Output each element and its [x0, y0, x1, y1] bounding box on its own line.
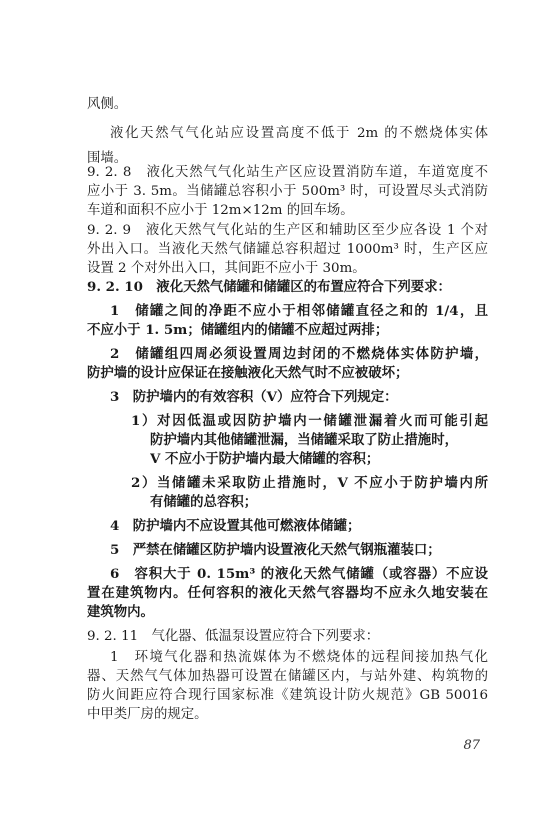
item-1-gasifier: 1 环境气化器和热流媒体为不燃烧体的远程间接加热气化 [110, 650, 488, 665]
item-4: 4 防护墙内不应设置其他可燃液体储罐； [110, 518, 361, 534]
clause-9-2-9: 9. 2. 9 液化天然气气化站的生产区和辅助区至少应各设 1 个对 [87, 223, 488, 238]
item-2: 2 储罐组四周必须设置周边封闭的不燃烧体实体防护墙， [110, 346, 488, 362]
text-line: 建筑物内。 [87, 604, 154, 620]
subitem-1: 1）对因低温或因防护墙内一储罐泄漏着火而可能引起 [131, 413, 488, 429]
clause-9-2-10: 9. 2. 10 液化天然气储罐和储罐区的布置应符合下列要求： [87, 279, 451, 295]
text-line: 器、天然气气体加热器可设置在储罐区内，与站外建、构筑物的 [87, 669, 488, 684]
page-number: 87 [463, 738, 480, 753]
text-line: 围墙。 [87, 151, 128, 166]
text-line: 液化天然气气化站应设置高度不低于 2m 的不燃烧体实体 [110, 126, 488, 141]
text-line: 车道和面积不应小于 12m×12m 的回车场。 [87, 203, 354, 218]
text-line: 中甲类厂房的规定。 [87, 707, 208, 722]
text-line: 有储罐的总容积； [150, 494, 258, 510]
text-line: V 不应小于防护墙内最大储罐的容积； [150, 451, 380, 467]
text-line: 防护墙内其他储罐泄漏，当储罐采取了防止措施时， [150, 432, 458, 448]
text-line: 防火间距应符合现行国家标准《建筑设计防火规范》GB 50016 [87, 688, 488, 703]
item-6: 6 容积大于 0. 15m³ 的液化天然气储罐（或容器）不应设 [110, 566, 488, 582]
text-line: 不应小于 1. 5m；储罐组内的储罐不应超过两排； [87, 322, 389, 338]
item-5: 5 严禁在储罐区防护墙内设置液化天然气钢瓶灌装口； [110, 542, 441, 558]
clause-9-2-11: 9. 2. 11 气化器、低温泵设置应符合下列要求： [87, 629, 380, 644]
text-line: 置在建筑物内。任何容积的液化天然气容器均不应永久地安装在 [87, 585, 488, 601]
text-line: 防护墙的设计应保证在接触液化天然气时不应被破坏； [87, 365, 409, 381]
subitem-2: 2）当储罐未采取防止措施时，V 不应小于防护墙内所 [131, 475, 488, 491]
text-line: 外出入口。当液化天然气储罐总容积超过 1000m³ 时，生产区应 [87, 242, 488, 257]
text-line: 设置 2 个对外出入口，其间距不应小于 30m。 [87, 261, 366, 276]
text-line: 风侧。 [87, 97, 128, 112]
clause-9-2-8: 9. 2. 8 液化天然气气化站生产区应设置消防车道，车道宽度不 [87, 165, 488, 180]
text-line: 应小于 3. 5m。当储罐总容积小于 500m³ 时，可设置尽头式消防 [87, 184, 488, 199]
item-3: 3 防护墙内的有效容积（V）应符合下列规定： [110, 389, 398, 405]
item-1: 1 储罐之间的净距不应小于相邻储罐直径之和的 1/4，且 [110, 303, 488, 319]
